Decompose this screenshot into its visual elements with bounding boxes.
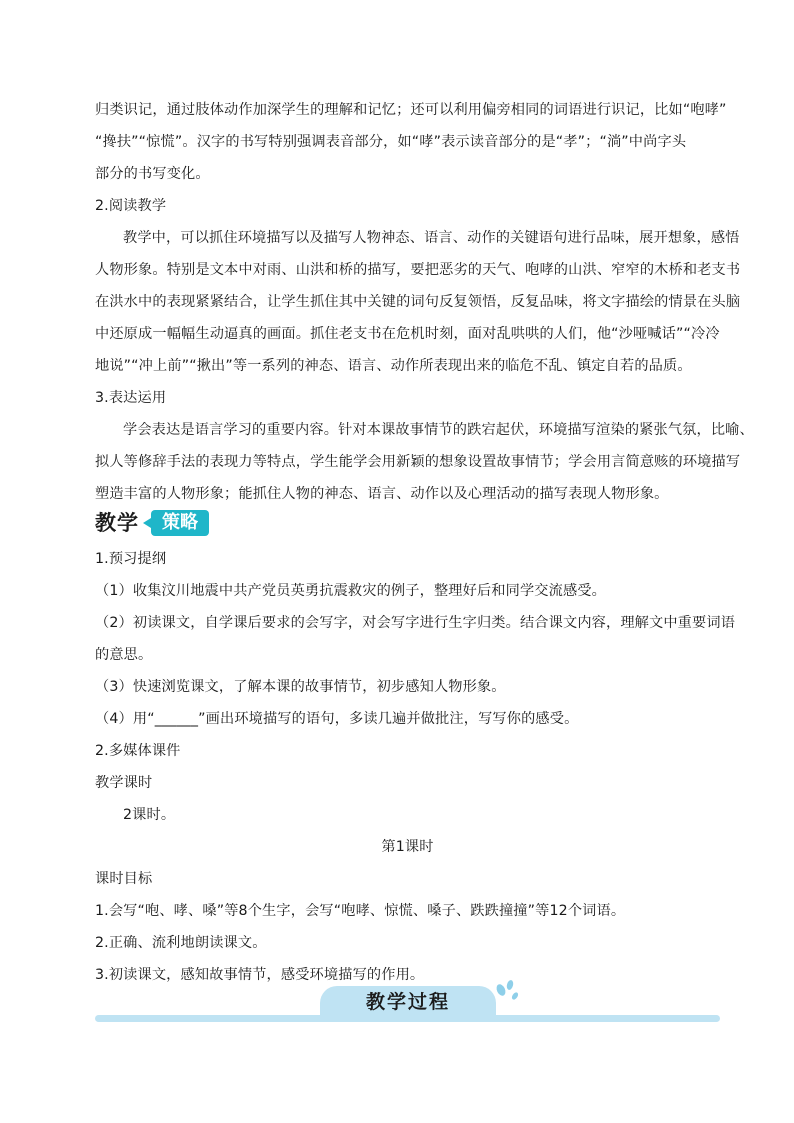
badge-label-strategy: 策略 [151,510,209,536]
paragraph-line: 归类识记，通过肢体动作加深学生的理解和记忆；还可以利用偏旁相同的词语进行识记，比如“咆哮” [95,102,727,118]
paragraph-line: 塑造丰富的人物形象；能抓住人物的神态、语言、动作以及心理活动的描写表现人物形象。 [95,486,669,502]
badge-pointer-icon [143,518,151,528]
paragraph-line: “搀扶”“惊慌”。汉字的书写特别强调表音部分，如“哮”表示读音部分的是“孝”；“淌”中尚字头 [95,134,687,150]
paragraph-line: 在洪水中的表现紧紧结合，让学生抓住其中关键的词句反复领悟，反复品味，将文字描绘的情景在头脑 [95,294,741,310]
list-item: 2.正确、流利地朗读课文。 [95,935,267,951]
paragraph-line: 中还原成一幅幅生动逼真的画面。抓住老支书在危机时刻，面对乱哄哄的人们，他“沙哑喊话”“冷冷 [95,326,720,342]
paragraph-line: 2课时。 [123,807,176,823]
list-item: 1.会写“咆、哮、嗓”等8个生字，会写“咆哮、惊慌、嗓子、跌跌撞撞”等12个词语。 [95,903,626,919]
section-heading: 2.阅读教学 [95,198,167,214]
list-item-continued: 的意思。 [95,647,153,663]
paragraph-line: 拟人等修辞手法的表现力等特点，学生能学会用新颖的想象设置故事情节；学会用言简意赅的环境描写 [95,454,741,470]
list-item: （4）用“______”画出环境描写的语句，多读几遍并做批注，写写你的感受。 [95,711,579,727]
paragraph-line: 地说”“冲上前”“揪出”等一系列的神态、语言、动作所表现出来的临危不乱、镇定自若的品质。 [95,358,692,374]
teaching-process-banner [95,978,720,1024]
paragraph-line: 人物形象。特别是文本中对雨、山洪和桥的描写，要把恶劣的天气、咆哮的山洪、窄窄的木桥和老支书 [95,262,741,278]
section-heading: 3.表达运用 [95,390,167,406]
list-item: （1）收集汶川地震中共产党员英勇抗震救灾的例子，整理好后和同学交流感受。 [95,583,606,599]
subheading: 教学课时 [95,775,153,791]
list-item: 3.初读课文，感知故事情节，感受环境描写的作用。 [95,967,425,983]
banner-label: 教学过程 [365,991,450,1013]
water-drops-icon [493,978,523,1006]
list-item: （2）初读课文，自学课后要求的会写字，对会写字进行生字归类。结合课文内容，理解文中重要词语 [95,615,736,631]
list-item: （3）快速浏览课文，了解本课的故事情节，初步感知人物形象。 [95,679,506,695]
paragraph-line: 学会表达是语言学习的重要内容。针对本课故事情节的跌宕起伏，环境描写渲染的紧张气氛，比喻、 [123,422,754,438]
badge-label-teaching: 教学 [95,511,139,535]
section-heading: 2.多媒体课件 [95,743,181,759]
paragraph-line: 教学中，可以抓住环境描写以及描写人物神态、语言、动作的关键语句进行品味，展开想象，感悟 [123,230,740,246]
section-heading: 1.预习提纲 [95,551,167,567]
lesson-title: 第1课时 [381,839,434,855]
paragraph-line: 部分的书写变化。 [95,166,210,182]
subheading: 课时目标 [95,871,153,887]
